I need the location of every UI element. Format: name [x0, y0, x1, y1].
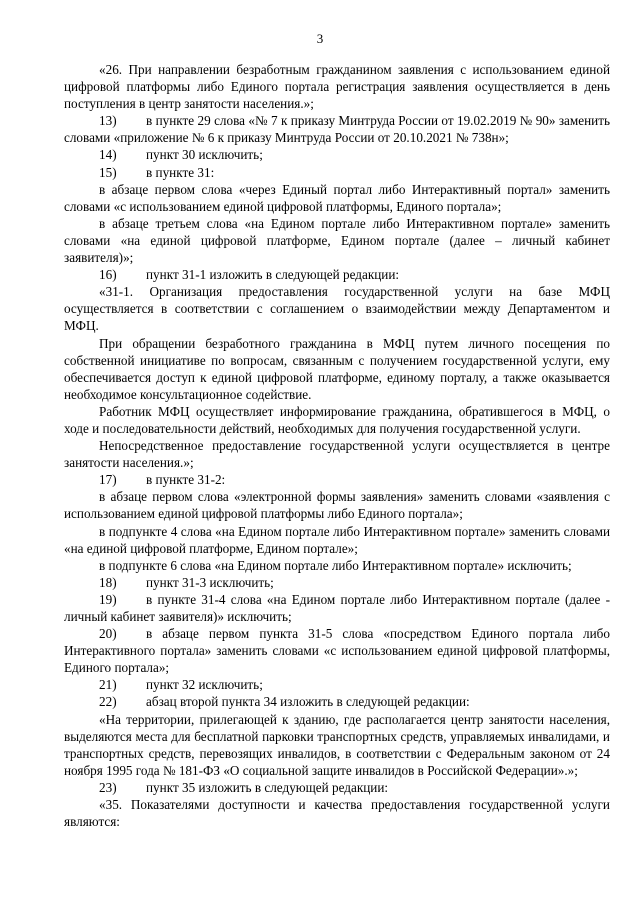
list-item-paragraph — [64, 266, 610, 283]
paragraph — [64, 711, 610, 779]
item-number: 13) — [99, 113, 117, 129]
paragraph-text: «35. Показателями доступности и качества предоставления государственной услуги являются: — [64, 797, 610, 830]
list-item-paragraph — [64, 471, 610, 488]
item-number: 19) — [99, 591, 117, 607]
paragraph-text: в абзаце первом пункта 31-5 слова «посредством Единого портала либо Интерактивного портала» заменить словами «с использованием единой цифровой платформы, Единого портала»; — [64, 626, 610, 676]
paragraph-text: «26. При направлении безработным гражданином заявления с использованием единой цифровой платформы либо Единого портала регистрация заявления осуществляется в день поступления в центр занятости населения.»; — [64, 62, 610, 112]
list-item-paragraph — [64, 574, 610, 591]
document-body — [64, 61, 610, 830]
list-item-paragraph — [64, 146, 610, 163]
paragraph — [64, 215, 610, 266]
paragraph-text: в пункте 31-2: — [146, 472, 226, 488]
list-item-paragraph — [64, 693, 610, 710]
paragraph-text: пункт 31-1 изложить в следующей редакции: — [146, 267, 400, 283]
paragraph — [64, 335, 610, 403]
item-number: 17) — [99, 472, 117, 488]
list-item-paragraph — [64, 112, 610, 146]
paragraph — [64, 796, 610, 830]
paragraph — [64, 283, 610, 334]
paragraph-text: в абзаце первом слова «через Единый портал либо Интерактивный портал» заменить словами «с использованием единой цифровой платформы, Единого портала»; — [64, 181, 610, 214]
page-number: 3 — [316, 31, 324, 46]
paragraph — [64, 403, 610, 437]
item-number: 21) — [99, 677, 117, 693]
paragraph — [64, 523, 610, 557]
item-number: 15) — [99, 164, 117, 180]
paragraph-text: Работник МФЦ осуществляет информирование гражданина, обратившегося в МФЦ, о ходе и последовательности действий, необходимых для получения государственной услуги. — [64, 403, 610, 436]
paragraph-text: абзац второй пункта 34 изложить в следующей редакции: — [146, 694, 470, 710]
paragraph-text: «На территории, прилегающей к зданию, где располагается центр занятости населения, выделяются места для бесплатной парковки транспортных средств, управляемых инвалидами, и транспортных средств, перевозящих инвалидов, в соответствии с Федеральным законом от 24 ноября 1995 года № 181-ФЗ «О социальной защите инвалидов в Российской Федерации».»; — [64, 711, 610, 778]
paragraph-text: в абзаце первом слова «электронной формы заявления» заменить словами «заявления с использованием единой цифровой платформы либо Единого портала»; — [64, 489, 610, 522]
paragraph-text: Непосредственное предоставление государственной услуги осуществляется в центре занятости населения.»; — [64, 438, 610, 471]
list-item-paragraph — [64, 591, 610, 625]
list-item-paragraph — [64, 676, 610, 693]
paragraph-text: При обращении безработного гражданина в МФЦ путем личного посещения по собственной инициативе по вопросам, связанным с получением государственной услуги, ему обеспечивается доступ к единой цифровой платформе, единому порталу, а также оказывается необходимое консультационное содействие. — [64, 335, 610, 402]
paragraph-text: в пункте 31-4 слова «на Едином портале либо Интерактивном портале (далее - личный кабинет заявителя)» исключить; — [64, 591, 610, 624]
paragraph — [64, 61, 610, 112]
paragraph-text: пункт 35 изложить в следующей редакции: — [146, 779, 389, 795]
item-number: 20) — [99, 626, 117, 642]
paragraph-text: в абзаце третьем слова «на Едином портале либо Интерактивном портале» заменить словами «на единой цифровой платформе, Едином портале (далее – личный кабинет заявителя)»; — [64, 215, 610, 266]
paragraph-text: пункт 32 исключить; — [146, 677, 263, 693]
item-number: 16) — [99, 267, 117, 283]
paragraph-text: в пункте 31: — [146, 164, 215, 180]
item-number: 23) — [99, 779, 117, 795]
list-item-paragraph — [64, 164, 610, 181]
paragraph-text: в подпункте 6 слова «на Едином портале либо Интерактивном портале» исключить; — [99, 557, 572, 573]
paragraph — [64, 181, 610, 215]
paragraph-text: в подпункте 4 слова «на Едином портале либо Интерактивном портале» заменить словами «на единой цифровой платформе, Едином портале»; — [64, 523, 610, 556]
paragraph-text: в пункте 29 слова «№ 7 к приказу Минтруда России от 19.02.2019 № 90» заменить словами «приложение № 6 к приказу Минтруда России от 20.10.2021 № 738н»; — [64, 113, 610, 146]
item-number: 14) — [99, 147, 117, 163]
list-item-paragraph — [64, 779, 610, 796]
list-item-paragraph — [64, 625, 610, 676]
paragraph-text: пункт 31-3 исключить; — [146, 574, 274, 590]
item-number: 22) — [99, 694, 117, 710]
paragraph-text: «31-1. Организация предоставления государственной услуги на базе МФЦ осуществляется в соответствии с соглашением о взаимодействии между Департаментом и МФЦ. — [64, 284, 610, 334]
paragraph — [64, 437, 610, 471]
item-number: 18) — [99, 574, 117, 590]
paragraph — [64, 488, 610, 522]
paragraph-text: пункт 30 исключить; — [146, 147, 263, 163]
paragraph — [64, 557, 610, 574]
